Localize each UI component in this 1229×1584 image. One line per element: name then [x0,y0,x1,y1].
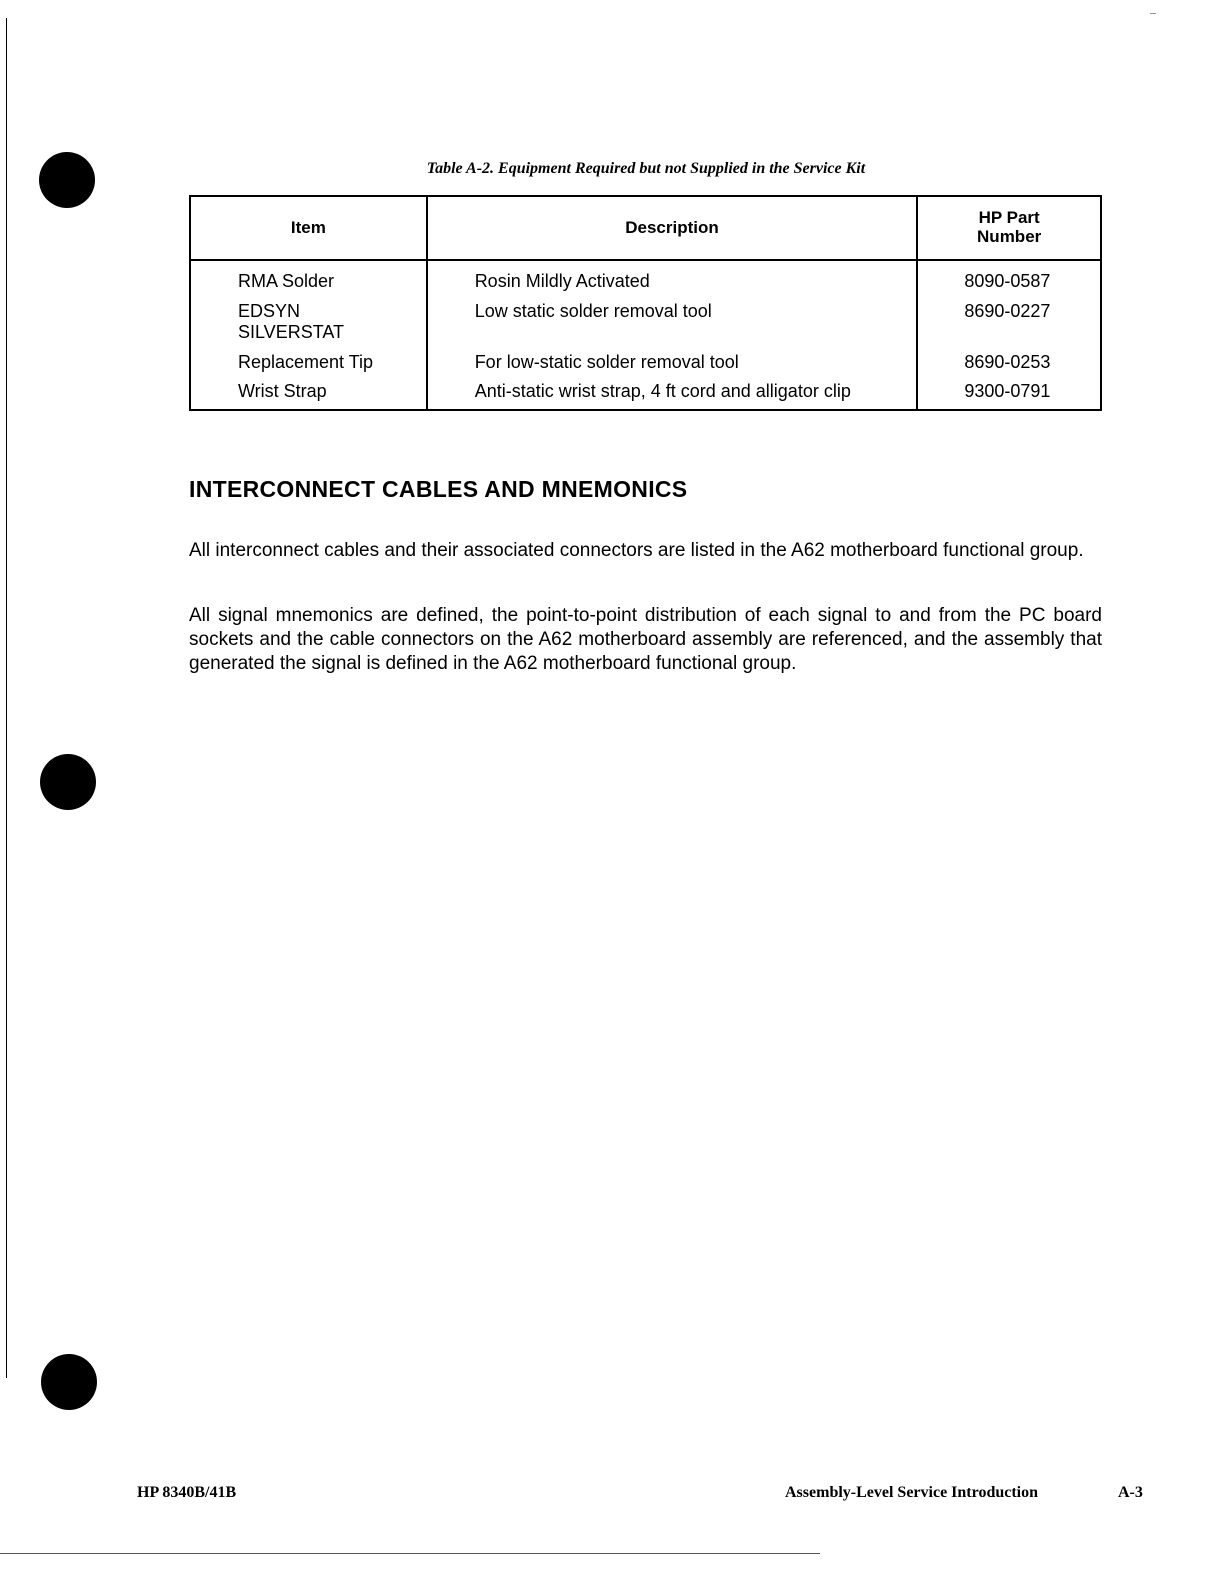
binder-hole-middle [40,754,96,810]
table-row [190,349,1101,379]
cell-description: For low-static solder removal tool [427,349,918,379]
table-row [190,378,1101,410]
header-item: Item [190,196,427,260]
paragraph-mnemonics: All signal mnemonics are defined, the point-to-point distribution of each signal to and from the PC board sockets and the cable connectors on the A62 motherboard assembly are referenced, and the assembly that generated the signal is defined in the A62 motherboard functional group. [189,605,1102,674]
footer-chapter: Assembly-Level Service Introduction [785,1484,1039,1501]
header-description: Description [427,196,918,260]
cell-part-number: 8690-0227 [917,298,1101,349]
cell-part-number: 8090-0587 [917,260,1101,298]
cell-item: Wrist Strap [238,381,327,402]
cell-part-number: 8690-0253 [917,349,1101,379]
table-header-row [190,196,1101,260]
footer-model: HP 8340B/41B [137,1484,237,1501]
cell-item [190,298,427,349]
left-margin-line [6,18,7,1378]
binder-hole-bottom [41,1354,97,1410]
header-part-number [917,196,1101,260]
cell-description: Rosin Mildly Activated [427,260,918,298]
header-part-line1: HP Part [978,208,1040,228]
corner-mark [1150,13,1156,14]
table-row [190,298,1101,349]
table-row [190,260,1101,298]
bottom-rule [0,1553,820,1554]
footer-page-number: A-3 [1118,1484,1143,1501]
cell-item-line2: SILVERSTAT [238,322,345,343]
table-caption: Table A-2. Equipment Required but not Supplied in the Service Kit [426,160,866,177]
cell-item: Replacement Tip [238,351,374,372]
cell-description: Anti-static wrist strap, 4 ft cord and alligator clip [427,378,918,410]
cell-item: RMA Solder [238,271,335,291]
cell-item-line1: EDSYN [238,300,301,321]
cell-part-number: 9300-0791 [917,378,1101,410]
equipment-table [189,195,1102,411]
binder-hole-top [39,152,95,208]
cell-description: Low static solder removal tool [427,298,918,349]
section-heading: INTERCONNECT CABLES AND MNEMONICS [189,476,688,502]
header-part-line2: Number [977,227,1042,246]
paragraph-cables: All interconnect cables and their associated connectors are listed in the A62 motherboard functional group. [189,540,1084,561]
